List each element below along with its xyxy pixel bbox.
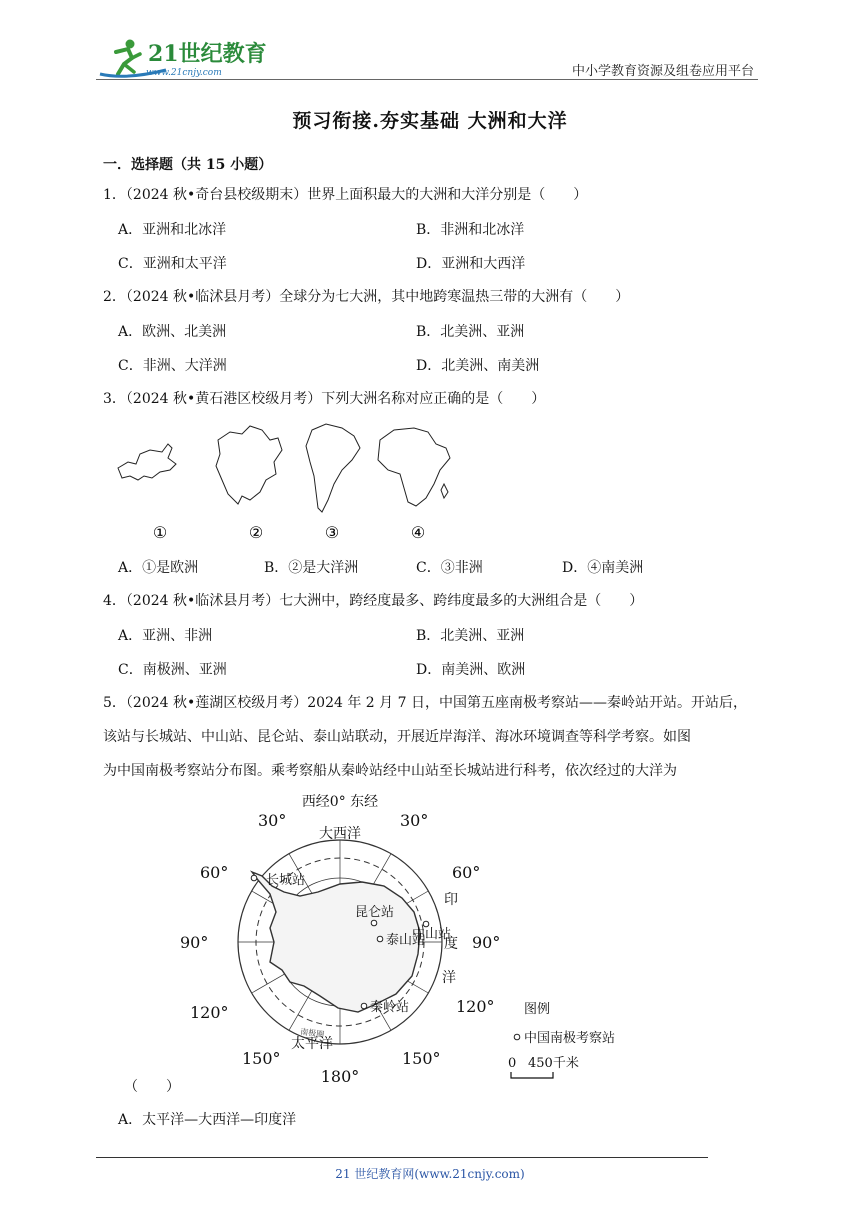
north-america-outline-icon (216, 426, 282, 504)
q4-option-c[interactable]: C．南极洲、亚洲 (118, 662, 227, 678)
lon-150-left: 150° (242, 1049, 281, 1068)
taishan-label: 泰山站 (386, 933, 426, 948)
page-title: 预习衔接.夯实基础 大洲和大洋 (292, 110, 568, 132)
scale-value: 450千米 (528, 1056, 579, 1071)
question-text: （2024 秋•临沭县月考）全球分为七大洲，其中地跨寒温热三带的大洲有（ ） (125, 289, 630, 305)
question-2 (103, 287, 629, 307)
qinling-station-icon (361, 1003, 367, 1009)
kunlun-station-icon (371, 920, 377, 926)
question-5-line-1 (103, 686, 763, 720)
qinling-label: 秦岭站 (370, 1000, 410, 1015)
question-text: （2024 秋•临沭县月考）七大洲中，跨经度最多、跨纬度最多的大洲组合是（ ） (125, 593, 644, 609)
q1-option-a[interactable]: A．亚洲和北冰洋 (118, 222, 227, 238)
changcheng-label: 长城站 (266, 873, 306, 888)
q2-option-c[interactable]: C．非洲、大洋洲 (118, 358, 227, 374)
q2-option-b[interactable]: B．北美洲、亚洲 (416, 324, 525, 340)
indian-char-2: 度 (444, 936, 458, 952)
footer-link[interactable]: 21 世纪教育网(www.21cnjy.com) (335, 1167, 525, 1181)
question-text: （2024 秋•莲湖区校级月考）2024 年 2 月 7 日，中国第五座南极考察站——秦岭站开站。开站后， (125, 695, 747, 711)
changcheng-station-icon (251, 875, 257, 881)
section-heading: 一．选择题（共 15 小题） (103, 157, 273, 173)
lon-60-left: 60° (200, 863, 229, 882)
q2-option-a[interactable]: A．欧洲、北美洲 (118, 324, 227, 340)
lon-90-left: 90° (180, 933, 209, 952)
atlantic-label: 大西洋 (319, 826, 361, 842)
indian-char-3: 洋 (442, 970, 456, 986)
lon-180: 180° (320, 1067, 360, 1086)
continent-maps (110, 418, 470, 546)
lon-90-right: 90° (472, 933, 501, 952)
platform-name: 中小学教育资源及组卷应用平台 (571, 64, 754, 79)
question-number: 2． (103, 289, 126, 305)
taishan-station-icon (377, 936, 383, 942)
q4-option-d[interactable]: D．南美洲、欧洲 (416, 662, 526, 678)
q1-option-b[interactable]: B．非洲和北冰洋 (416, 222, 525, 238)
lon-30-right: 30° (400, 811, 429, 830)
indian-char-1: 印 (444, 892, 458, 908)
legend-station-label: 中国南极考察站 (524, 1031, 616, 1046)
question-4 (103, 591, 643, 611)
antarctic-circle-label: 南极圈 (299, 1027, 325, 1040)
footer-divider (96, 1157, 708, 1158)
map-label-3: ③ (324, 523, 340, 542)
q5-answer-blank: （ ） (124, 1079, 180, 1095)
lon-120-left: 120° (190, 1003, 229, 1022)
question-number: 1． (103, 187, 126, 203)
europe-outline-icon (118, 444, 176, 480)
zhongshan-label: 中山站 (412, 927, 452, 942)
legend-station-icon (514, 1034, 520, 1040)
question-3 (103, 389, 545, 409)
scale-zero: 0 (508, 1056, 517, 1071)
q3-option-b[interactable]: B．②是大洋洲 (264, 560, 359, 576)
header-divider (96, 79, 758, 80)
q3-option-a[interactable]: A．①是欧洲 (118, 560, 199, 576)
zhongshan-station-icon (423, 921, 429, 927)
africa-outline-icon (378, 428, 450, 506)
logo-text: 21世纪教育 (148, 41, 266, 67)
map-label-4: ④ (410, 523, 426, 542)
lon-60-right: 60° (452, 863, 481, 882)
question-5 (103, 686, 763, 788)
q3-option-c[interactable]: C．③非洲 (416, 560, 483, 576)
lon-120-right: 120° (456, 997, 495, 1016)
site-logo (96, 36, 266, 84)
q4-option-b[interactable]: B．北美洲、亚洲 (416, 628, 525, 644)
legend-title: 图例 (524, 1002, 551, 1017)
q1-option-d[interactable]: D．亚洲和大西洋 (416, 256, 526, 272)
antarctic-station-map (180, 786, 650, 1096)
question-text: （2024 秋•奇台县校级期末）世界上面积最大的大洲和大洋分别是（ ） (125, 187, 588, 203)
q3-option-d[interactable]: D．④南美洲 (562, 560, 644, 576)
q2-option-d[interactable]: D．北美洲、南美洲 (416, 358, 540, 374)
q5-option-a[interactable]: A．太平洋—大西洋—印度洋 (118, 1112, 297, 1128)
lon-30-left: 30° (258, 811, 287, 830)
top-meridian-label: 西经0° 东经 (301, 794, 379, 810)
pacific-label: 太平洋 (291, 1036, 333, 1052)
question-number: 5． (103, 695, 126, 711)
kunlun-label: 昆仑站 (355, 905, 395, 920)
q4-option-a[interactable]: A．亚洲、非洲 (118, 628, 213, 644)
question-number: 4． (103, 593, 126, 609)
runner-logo-icon (96, 36, 266, 84)
lon-150-right: 150° (402, 1049, 441, 1068)
south-america-outline-icon (306, 424, 360, 512)
question-5-line-3: 为中国南极考察站分布图。乘考察船从秦岭站经中山站至长城站进行科考，依次经过的大洋为 (103, 763, 677, 779)
question-number: 3． (103, 391, 126, 407)
logo-url: www.21cnjy.com (146, 68, 222, 78)
question-1 (103, 185, 587, 205)
map-label-2: ② (248, 523, 264, 542)
question-5-line-2: 该站与长城站、中山站、昆仑站、泰山站联动，开展近岸海洋、海冰环境调查等科学考察。如图 (103, 729, 691, 745)
q1-option-c[interactable]: C．亚洲和太平洋 (118, 256, 227, 272)
map-label-1: ① (152, 523, 168, 542)
scale-bar-icon (511, 1072, 553, 1078)
question-text: （2024 秋•黄石港区校级月考）下列大洲名称对应正确的是（ ） (125, 391, 546, 407)
